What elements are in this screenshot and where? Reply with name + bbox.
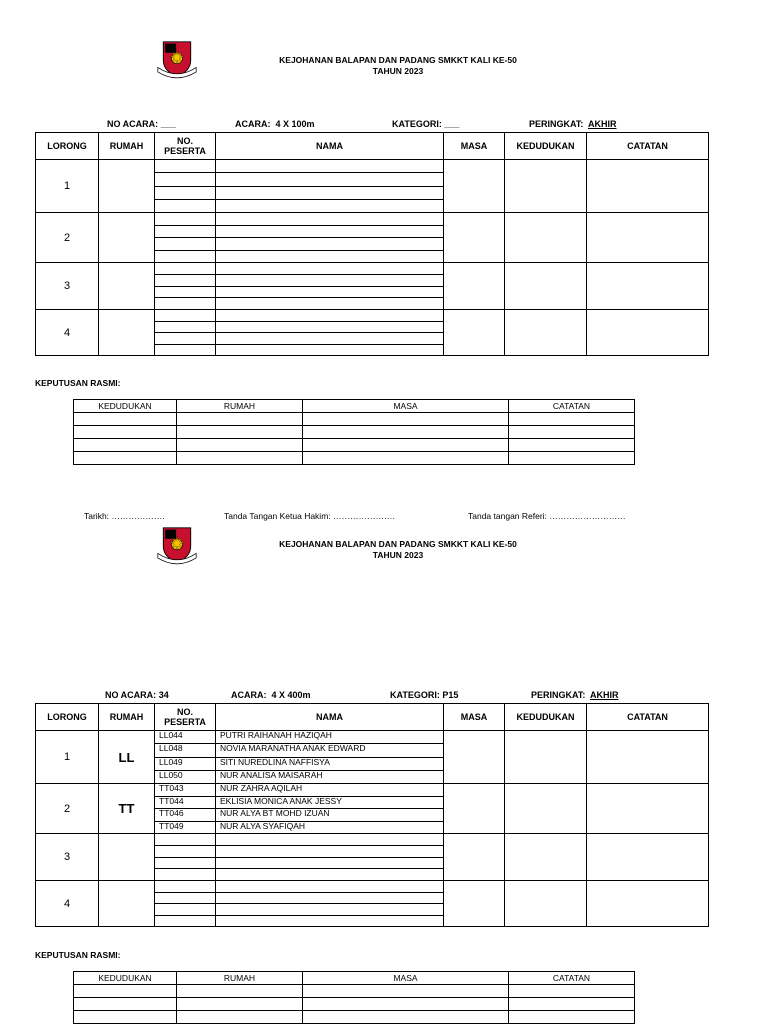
- participant-name: [216, 893, 443, 905]
- results-table-2: [73, 971, 635, 1024]
- table-row: [74, 452, 635, 465]
- lane-masa: [444, 310, 505, 356]
- col-no-peserta: NO. PESERTA: [155, 133, 216, 160]
- participant-id: [155, 869, 215, 880]
- participant-name: EKLISIA MONICA ANAK JESSY: [216, 797, 443, 810]
- lane-house: [99, 881, 155, 927]
- lane-catatan: [587, 160, 709, 213]
- heat-table-1: [35, 132, 709, 356]
- participant-name: [216, 904, 443, 916]
- participant-name-cell: [216, 834, 444, 881]
- lane-catatan: [587, 731, 709, 784]
- col-nama: NAMA: [216, 704, 444, 731]
- participant-name: [216, 213, 443, 226]
- lane-masa: [444, 263, 505, 310]
- lane-number: 4: [36, 310, 99, 356]
- participant-name: [216, 263, 443, 275]
- col-no-peserta: NO. PESERTA: [155, 704, 216, 731]
- lane-number: 3: [36, 834, 99, 881]
- participant-id: [155, 298, 215, 309]
- school-crest-logo: [154, 40, 200, 82]
- res-col-rumah: RUMAH: [177, 972, 303, 985]
- tarikh-field: Tarikh: ……………….: [84, 511, 165, 521]
- lane-catatan: [587, 881, 709, 927]
- participant-id-cell: [155, 160, 216, 213]
- col-catatan: CATATAN: [587, 133, 709, 160]
- participant-id: [155, 345, 215, 356]
- res-col-catatan: CATATAN: [509, 972, 635, 985]
- kategori-field: KATEGORI: P15: [390, 690, 459, 700]
- lane-number: 1: [36, 731, 99, 784]
- participant-id: [155, 187, 215, 200]
- kategori-field: KATEGORI: ___: [392, 119, 460, 129]
- participant-name: [216, 333, 443, 345]
- participant-id-cell: [155, 731, 216, 784]
- lane-catatan: [587, 834, 709, 881]
- participant-name: SITI NUREDLINA NAFFISYA: [216, 758, 443, 771]
- peringkat-field: PERINGKAT: AKHIR: [529, 119, 617, 129]
- lane-house: [99, 213, 155, 263]
- col-lorong: LORONG: [36, 133, 99, 160]
- participant-id: TT046: [155, 809, 215, 822]
- lane-masa: [444, 731, 505, 784]
- table-row: [74, 439, 635, 452]
- participant-name: [216, 238, 443, 251]
- participant-name: NUR ZAHRA AQILAH: [216, 784, 443, 797]
- col-catatan: CATATAN: [587, 704, 709, 731]
- lane-kedudukan: [505, 731, 587, 784]
- lane-catatan: [587, 213, 709, 263]
- participant-id: [155, 858, 215, 870]
- lane-number: 2: [36, 213, 99, 263]
- participant-name-cell: [216, 881, 444, 927]
- keputusan-rasmi-label: KEPUTUSAN RASMI:: [35, 950, 121, 960]
- participant-name: [216, 834, 443, 846]
- participant-name: [216, 345, 443, 356]
- col-masa: MASA: [444, 704, 505, 731]
- participant-name: [216, 858, 443, 870]
- participant-id: [155, 263, 215, 275]
- participant-id-cell: [155, 263, 216, 310]
- results-table-1: [73, 399, 635, 465]
- lane-row: [36, 784, 709, 834]
- participant-name: NOVIA MARANATHA ANAK EDWARD: [216, 744, 443, 757]
- participant-name: [216, 226, 443, 239]
- lane-row: [36, 213, 709, 263]
- participant-id: [155, 916, 215, 927]
- participant-name: [216, 310, 443, 322]
- participant-id: [155, 333, 215, 345]
- res-col-masa: MASA: [303, 972, 509, 985]
- lane-row: [36, 160, 709, 213]
- participant-id: [155, 904, 215, 916]
- participant-id: LL044: [155, 731, 215, 744]
- participant-id: [155, 238, 215, 251]
- participant-name: [216, 287, 443, 299]
- table-row: [74, 998, 635, 1011]
- school-crest-logo: [154, 526, 200, 568]
- participant-name: [216, 916, 443, 927]
- lane-house: [99, 160, 155, 213]
- lane-kedudukan: [505, 263, 587, 310]
- col-masa: MASA: [444, 133, 505, 160]
- participant-id-cell: [155, 784, 216, 834]
- participant-id-cell: [155, 834, 216, 881]
- participant-id: TT049: [159, 821, 184, 831]
- participant-id: [155, 226, 215, 239]
- participant-name: [216, 846, 443, 858]
- participant-id: [155, 846, 215, 858]
- participant-id: [155, 251, 215, 263]
- acara-field: ACARA: 4 X 400m: [231, 690, 311, 700]
- lane-kedudukan: [505, 834, 587, 881]
- peringkat-field: PERINGKAT: AKHIR: [531, 690, 619, 700]
- no-acara-field: NO ACARA: 34: [105, 690, 169, 700]
- lane-catatan: [587, 310, 709, 356]
- participant-name: [216, 187, 443, 200]
- event-title: KEJOHANAN BALAPAN DAN PADANG SMKKT KALI KE-50 TAHUN 2023: [279, 55, 517, 76]
- lane-number: 4: [36, 881, 99, 927]
- participant-id-cell: [155, 213, 216, 263]
- participant-id-cell: [155, 310, 216, 356]
- participant-name: [216, 275, 443, 287]
- participant-id: [155, 213, 215, 226]
- lane-masa: [444, 834, 505, 881]
- table-row: [74, 985, 635, 998]
- lane-masa: [444, 213, 505, 263]
- lane-row: [36, 834, 709, 881]
- lane-number: 2: [36, 784, 99, 834]
- participant-name: [216, 869, 443, 880]
- table-row: [74, 1011, 635, 1024]
- participant-id: LL048: [155, 744, 215, 757]
- lane-row: [36, 881, 709, 927]
- res-col-rumah: RUMAH: [177, 400, 303, 413]
- lane-house: [99, 310, 155, 356]
- participant-name: [216, 173, 443, 186]
- lane-number: 3: [36, 263, 99, 310]
- heat-table-2: [35, 703, 709, 927]
- lane-house: [99, 834, 155, 881]
- lane-house: LL: [99, 731, 155, 784]
- lane-catatan: [587, 784, 709, 834]
- lane-house: TT: [99, 784, 155, 834]
- table-row: [74, 413, 635, 426]
- res-col-kedudukan: KEDUDUKAN: [74, 972, 177, 985]
- lane-masa: [444, 881, 505, 927]
- lane-row: [36, 310, 709, 356]
- participant-name: [216, 322, 443, 334]
- table-row: [74, 426, 635, 439]
- participant-name-cell: [216, 213, 444, 263]
- participant-name-cell: [216, 160, 444, 213]
- participant-id-cell: [155, 881, 216, 927]
- participant-id: LL049: [155, 758, 215, 771]
- res-col-catatan: CATATAN: [509, 400, 635, 413]
- referi-signature-field: Tanda tangan Referi: ………………………: [468, 511, 626, 521]
- event-title: KEJOHANAN BALAPAN DAN PADANG SMKKT KALI KE-50 TAHUN 2023: [279, 539, 517, 560]
- lane-masa: [444, 160, 505, 213]
- participant-id: [155, 275, 215, 287]
- acara-field: ACARA: 4 X 100m: [235, 119, 315, 129]
- participant-id: [155, 173, 215, 186]
- no-acara-field: NO ACARA: ___: [107, 119, 176, 129]
- participant-id: LL050: [159, 770, 183, 780]
- lane-house: [99, 263, 155, 310]
- participant-name: NUR ALYA SYAFIQAH: [220, 821, 306, 831]
- lane-kedudukan: [505, 881, 587, 927]
- participant-name: [216, 251, 443, 263]
- participant-id: [155, 287, 215, 299]
- participant-id: [155, 160, 215, 173]
- hakim-signature-field: Tanda Tangan Ketua Hakim: ………………….: [224, 511, 395, 521]
- participant-id: TT044: [155, 797, 215, 810]
- participant-name: PUTRI RAIHANAH HAZIQAH: [216, 731, 443, 744]
- participant-id: [155, 893, 215, 905]
- col-nama: NAMA: [216, 133, 444, 160]
- lane-kedudukan: [505, 213, 587, 263]
- participant-name: [216, 160, 443, 173]
- participant-name: [216, 881, 443, 893]
- lane-masa: [444, 784, 505, 834]
- col-kedudukan: KEDUDUKAN: [505, 704, 587, 731]
- participant-id: [155, 881, 215, 893]
- col-kedudukan: KEDUDUKAN: [505, 133, 587, 160]
- res-col-kedudukan: KEDUDUKAN: [74, 400, 177, 413]
- lane-catatan: [587, 263, 709, 310]
- lane-number: 1: [36, 160, 99, 213]
- res-col-masa: MASA: [303, 400, 509, 413]
- lane-row: [36, 263, 709, 310]
- lane-row: [36, 731, 709, 784]
- participant-id: [155, 322, 215, 334]
- participant-name: NUR ANALISA MAISARAH: [220, 770, 323, 780]
- col-rumah: RUMAH: [99, 704, 155, 731]
- participant-name-cell: [216, 784, 444, 834]
- lane-kedudukan: [505, 784, 587, 834]
- participant-name-cell: [216, 310, 444, 356]
- participant-id: [155, 200, 215, 212]
- participant-name-cell: [216, 731, 444, 784]
- participant-name: NUR ALYA BT MOHD IZUAN: [216, 809, 443, 822]
- participant-name: [216, 200, 443, 212]
- lane-kedudukan: [505, 160, 587, 213]
- keputusan-rasmi-label: KEPUTUSAN RASMI:: [35, 378, 121, 388]
- col-rumah: RUMAH: [99, 133, 155, 160]
- participant-name: [216, 298, 443, 309]
- participant-id: [155, 834, 215, 846]
- col-lorong: LORONG: [36, 704, 99, 731]
- participant-id: TT043: [155, 784, 215, 797]
- participant-id: [155, 310, 215, 322]
- lane-kedudukan: [505, 310, 587, 356]
- participant-name-cell: [216, 263, 444, 310]
